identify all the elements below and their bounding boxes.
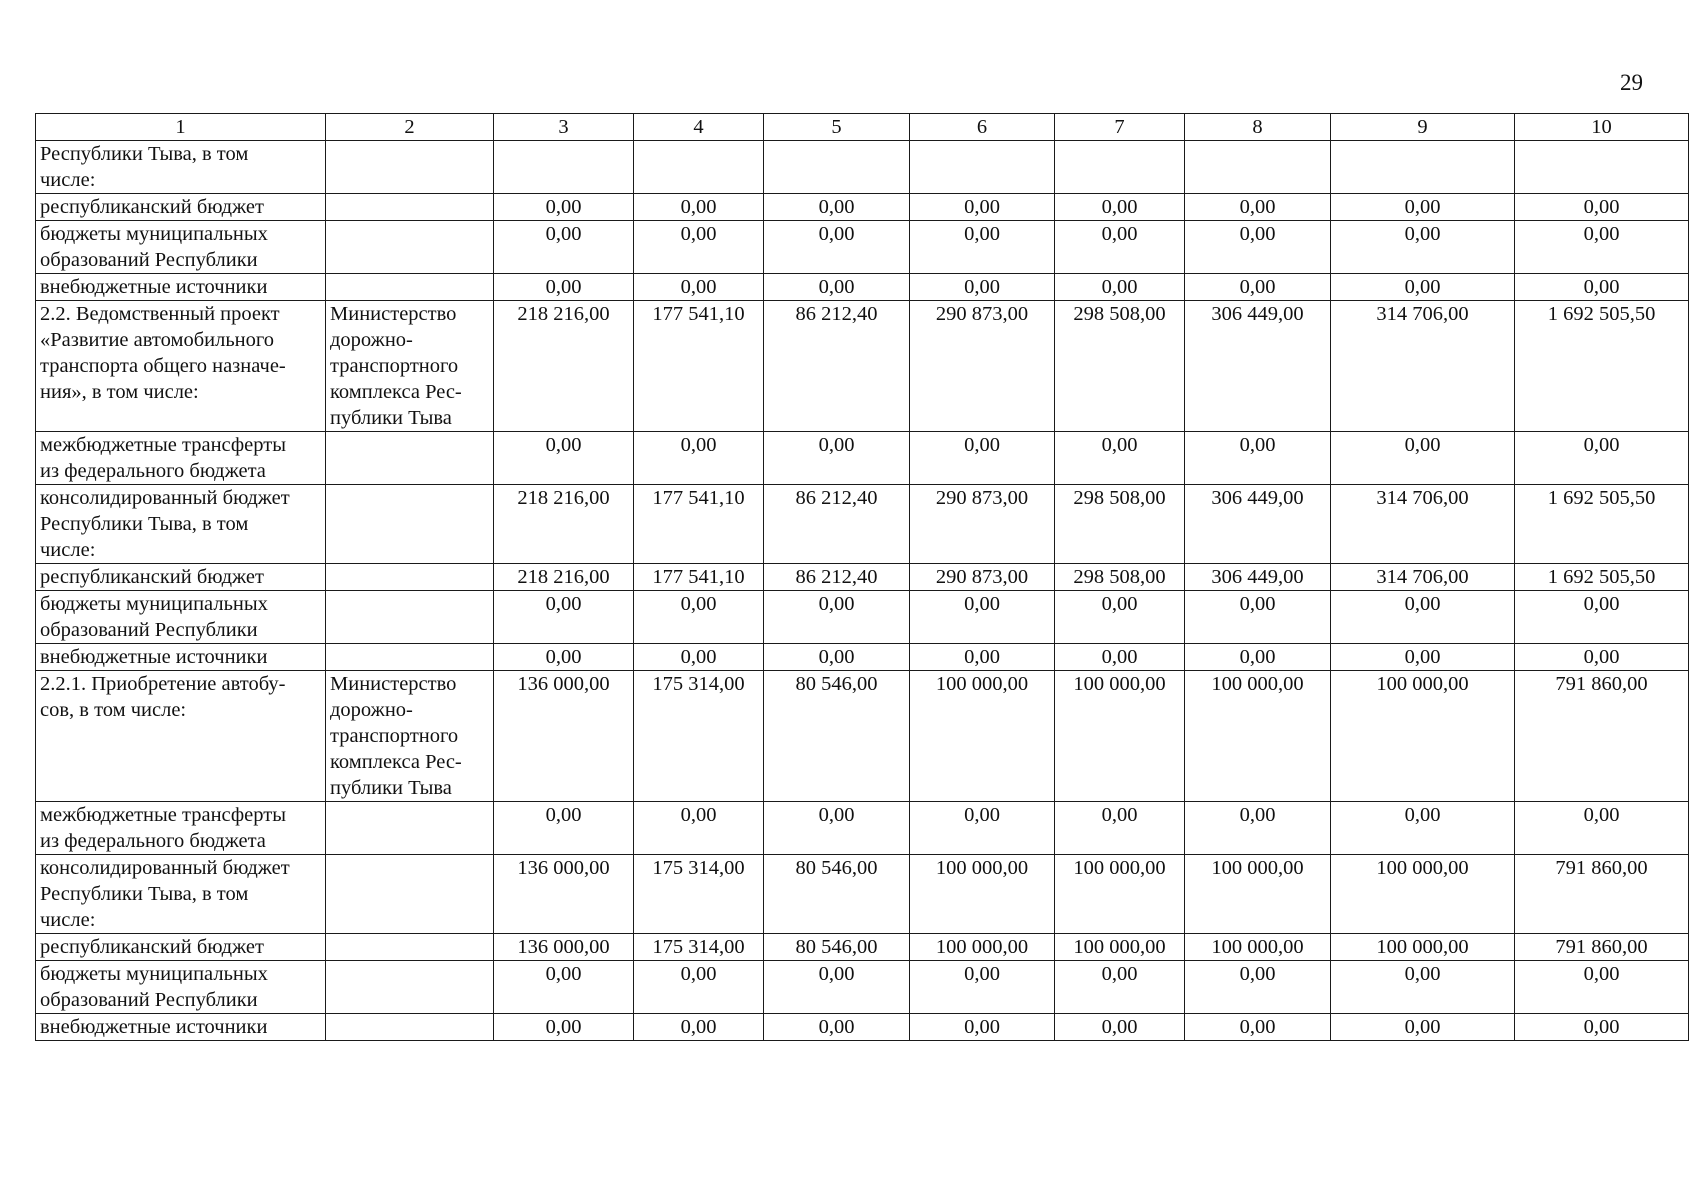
table-row (36, 301, 1689, 432)
value-cell-col-6: 0,00 (910, 802, 1055, 855)
value-cell-col-10 (1515, 141, 1689, 194)
value-cell-col-4: 0,00 (634, 961, 764, 1014)
value-cell-col-9: 0,00 (1331, 194, 1515, 221)
value-cell-col-4: 177 541,10 (634, 301, 764, 432)
responsible-cell: Министерство дорожно- транспортного комплекса Рес- публики Тыва (326, 301, 494, 432)
value-cell-col-9: 0,00 (1331, 1014, 1515, 1041)
value-cell-col-5: 0,00 (764, 274, 910, 301)
row-name-cell: внебюджетные источники (36, 644, 326, 671)
value-cell-col-8: 100 000,00 (1185, 671, 1331, 802)
value-cell-col-9: 100 000,00 (1331, 671, 1515, 802)
table-row (36, 802, 1689, 855)
value-cell-col-9 (1331, 141, 1515, 194)
table-row (36, 221, 1689, 274)
value-cell-col-3: 218 216,00 (494, 485, 634, 564)
table-body (36, 141, 1689, 1041)
value-cell-col-5: 80 546,00 (764, 855, 910, 934)
value-cell-col-3: 0,00 (494, 221, 634, 274)
value-cell-col-3: 0,00 (494, 194, 634, 221)
value-cell-col-5: 0,00 (764, 961, 910, 1014)
value-cell-col-8: 0,00 (1185, 1014, 1331, 1041)
row-name-cell: 2.2.1. Приобретение автобу- сов, в том числе: (36, 671, 326, 802)
value-cell-col-8: 100 000,00 (1185, 934, 1331, 961)
table-row (36, 194, 1689, 221)
value-cell-col-10: 0,00 (1515, 961, 1689, 1014)
row-name-cell: консолидированный бюджет Республики Тыва, в том числе: (36, 855, 326, 934)
value-cell-col-4: 0,00 (634, 591, 764, 644)
value-cell-col-6: 0,00 (910, 221, 1055, 274)
value-cell-col-7: 298 508,00 (1055, 485, 1185, 564)
value-cell-col-10: 791 860,00 (1515, 855, 1689, 934)
value-cell-col-5: 0,00 (764, 591, 910, 644)
value-cell-col-5: 86 212,40 (764, 485, 910, 564)
value-cell-col-5: 0,00 (764, 432, 910, 485)
value-cell-col-8: 306 449,00 (1185, 564, 1331, 591)
value-cell-col-7: 100 000,00 (1055, 855, 1185, 934)
value-cell-col-6: 0,00 (910, 1014, 1055, 1041)
column-header-2: 2 (326, 114, 494, 141)
value-cell-col-8: 0,00 (1185, 221, 1331, 274)
row-name-cell: бюджеты муниципальных образований Республики (36, 221, 326, 274)
value-cell-col-7 (1055, 141, 1185, 194)
value-cell-col-7: 0,00 (1055, 961, 1185, 1014)
row-name-cell: межбюджетные трансферты из федерального бюджета (36, 802, 326, 855)
value-cell-col-7: 0,00 (1055, 274, 1185, 301)
table-row (36, 934, 1689, 961)
column-header-8: 8 (1185, 114, 1331, 141)
value-cell-col-4: 177 541,10 (634, 485, 764, 564)
row-name-cell: внебюджетные источники (36, 274, 326, 301)
value-cell-col-5: 80 546,00 (764, 671, 910, 802)
row-name-cell: Республики Тыва, в том числе: (36, 141, 326, 194)
value-cell-col-8: 306 449,00 (1185, 485, 1331, 564)
value-cell-col-6: 0,00 (910, 194, 1055, 221)
value-cell-col-7: 298 508,00 (1055, 301, 1185, 432)
column-header-4: 4 (634, 114, 764, 141)
value-cell-col-7: 0,00 (1055, 1014, 1185, 1041)
table-row (36, 961, 1689, 1014)
page-number: 29 (1620, 70, 1643, 95)
value-cell-col-10: 1 692 505,50 (1515, 485, 1689, 564)
value-cell-col-5: 86 212,40 (764, 301, 910, 432)
value-cell-col-4: 175 314,00 (634, 855, 764, 934)
value-cell-col-3: 0,00 (494, 1014, 634, 1041)
value-cell-col-9: 100 000,00 (1331, 934, 1515, 961)
table-row (36, 1014, 1689, 1041)
value-cell-col-7: 0,00 (1055, 591, 1185, 644)
value-cell-col-4: 0,00 (634, 432, 764, 485)
value-cell-col-7: 0,00 (1055, 221, 1185, 274)
value-cell-col-4: 0,00 (634, 194, 764, 221)
responsible-cell (326, 802, 494, 855)
value-cell-col-6: 0,00 (910, 591, 1055, 644)
value-cell-col-4: 175 314,00 (634, 671, 764, 802)
value-cell-col-10: 0,00 (1515, 1014, 1689, 1041)
value-cell-col-5: 0,00 (764, 644, 910, 671)
responsible-cell (326, 1014, 494, 1041)
value-cell-col-3: 218 216,00 (494, 564, 634, 591)
value-cell-col-5: 86 212,40 (764, 564, 910, 591)
value-cell-col-4: 0,00 (634, 802, 764, 855)
value-cell-col-4: 0,00 (634, 274, 764, 301)
value-cell-col-5: 0,00 (764, 221, 910, 274)
value-cell-col-8: 0,00 (1185, 432, 1331, 485)
value-cell-col-9: 0,00 (1331, 274, 1515, 301)
value-cell-col-3: 136 000,00 (494, 671, 634, 802)
value-cell-col-9: 314 706,00 (1331, 301, 1515, 432)
value-cell-col-7: 0,00 (1055, 644, 1185, 671)
column-header-10: 10 (1515, 114, 1689, 141)
value-cell-col-10: 0,00 (1515, 194, 1689, 221)
value-cell-col-9: 0,00 (1331, 591, 1515, 644)
responsible-cell (326, 855, 494, 934)
value-cell-col-3: 0,00 (494, 961, 634, 1014)
value-cell-col-10: 1 692 505,50 (1515, 301, 1689, 432)
row-name-cell: межбюджетные трансферты из федерального бюджета (36, 432, 326, 485)
responsible-cell (326, 194, 494, 221)
responsible-cell: Министерство дорожно- транспортного комплекса Рес- публики Тыва (326, 671, 494, 802)
value-cell-col-6 (910, 141, 1055, 194)
value-cell-col-6: 100 000,00 (910, 934, 1055, 961)
value-cell-col-9: 0,00 (1331, 961, 1515, 1014)
row-name-cell: консолидированный бюджет Республики Тыва, в том числе: (36, 485, 326, 564)
value-cell-col-8 (1185, 141, 1331, 194)
responsible-cell (326, 432, 494, 485)
table-row (36, 644, 1689, 671)
responsible-cell (326, 274, 494, 301)
value-cell-col-3: 0,00 (494, 802, 634, 855)
column-header-7: 7 (1055, 114, 1185, 141)
value-cell-col-10: 791 860,00 (1515, 671, 1689, 802)
value-cell-col-4 (634, 141, 764, 194)
responsible-cell (326, 221, 494, 274)
value-cell-col-9: 100 000,00 (1331, 855, 1515, 934)
responsible-cell (326, 564, 494, 591)
responsible-cell (326, 644, 494, 671)
table-row (36, 855, 1689, 934)
value-cell-col-6: 100 000,00 (910, 855, 1055, 934)
value-cell-col-3: 136 000,00 (494, 934, 634, 961)
value-cell-col-9: 314 706,00 (1331, 485, 1515, 564)
value-cell-col-10: 1 692 505,50 (1515, 564, 1689, 591)
value-cell-col-8: 306 449,00 (1185, 301, 1331, 432)
value-cell-col-4: 0,00 (634, 221, 764, 274)
responsible-cell (326, 141, 494, 194)
value-cell-col-6: 290 873,00 (910, 301, 1055, 432)
table-row (36, 141, 1689, 194)
value-cell-col-5: 0,00 (764, 802, 910, 855)
value-cell-col-10: 0,00 (1515, 644, 1689, 671)
column-header-5: 5 (764, 114, 910, 141)
responsible-cell (326, 485, 494, 564)
value-cell-col-6: 290 873,00 (910, 564, 1055, 591)
value-cell-col-6: 0,00 (910, 961, 1055, 1014)
value-cell-col-7: 0,00 (1055, 194, 1185, 221)
value-cell-col-10: 0,00 (1515, 221, 1689, 274)
value-cell-col-6: 290 873,00 (910, 485, 1055, 564)
row-name-cell: 2.2. Ведомственный проект «Развитие автомобильного транспорта общего назначе- ния», в том числе: (36, 301, 326, 432)
value-cell-col-3: 0,00 (494, 644, 634, 671)
value-cell-col-8: 0,00 (1185, 961, 1331, 1014)
table-row (36, 564, 1689, 591)
value-cell-col-8: 0,00 (1185, 644, 1331, 671)
value-cell-col-5: 80 546,00 (764, 934, 910, 961)
value-cell-col-6: 0,00 (910, 644, 1055, 671)
value-cell-col-4: 177 541,10 (634, 564, 764, 591)
value-cell-col-5: 0,00 (764, 194, 910, 221)
value-cell-col-7: 298 508,00 (1055, 564, 1185, 591)
value-cell-col-10: 0,00 (1515, 591, 1689, 644)
value-cell-col-4: 0,00 (634, 644, 764, 671)
value-cell-col-10: 0,00 (1515, 802, 1689, 855)
value-cell-col-10: 791 860,00 (1515, 934, 1689, 961)
column-header-9: 9 (1331, 114, 1515, 141)
value-cell-col-3: 136 000,00 (494, 855, 634, 934)
value-cell-col-8: 0,00 (1185, 194, 1331, 221)
table-row (36, 485, 1689, 564)
value-cell-col-5 (764, 141, 910, 194)
responsible-cell (326, 934, 494, 961)
row-name-cell: республиканский бюджет (36, 564, 326, 591)
column-header-1: 1 (36, 114, 326, 141)
row-name-cell: республиканский бюджет (36, 934, 326, 961)
column-header-6: 6 (910, 114, 1055, 141)
value-cell-col-3: 0,00 (494, 432, 634, 485)
responsible-cell (326, 961, 494, 1014)
value-cell-col-7: 100 000,00 (1055, 934, 1185, 961)
value-cell-col-3: 0,00 (494, 274, 634, 301)
table-row (36, 274, 1689, 301)
row-name-cell: бюджеты муниципальных образований Республики (36, 961, 326, 1014)
value-cell-col-4: 175 314,00 (634, 934, 764, 961)
value-cell-col-9: 0,00 (1331, 802, 1515, 855)
table-row (36, 432, 1689, 485)
value-cell-col-3: 218 216,00 (494, 301, 634, 432)
budget-table (35, 113, 1689, 1041)
value-cell-col-9: 0,00 (1331, 644, 1515, 671)
value-cell-col-9: 0,00 (1331, 432, 1515, 485)
value-cell-col-8: 0,00 (1185, 591, 1331, 644)
table-row (36, 671, 1689, 802)
value-cell-col-6: 0,00 (910, 432, 1055, 485)
value-cell-col-10: 0,00 (1515, 432, 1689, 485)
value-cell-col-8: 100 000,00 (1185, 855, 1331, 934)
value-cell-col-5: 0,00 (764, 1014, 910, 1041)
row-name-cell: республиканский бюджет (36, 194, 326, 221)
value-cell-col-3: 0,00 (494, 591, 634, 644)
table-row (36, 591, 1689, 644)
column-header-3: 3 (494, 114, 634, 141)
row-name-cell: бюджеты муниципальных образований Республики (36, 591, 326, 644)
row-name-cell: внебюджетные источники (36, 1014, 326, 1041)
value-cell-col-4: 0,00 (634, 1014, 764, 1041)
value-cell-col-6: 0,00 (910, 274, 1055, 301)
value-cell-col-7: 0,00 (1055, 802, 1185, 855)
value-cell-col-9: 0,00 (1331, 221, 1515, 274)
value-cell-col-10: 0,00 (1515, 274, 1689, 301)
value-cell-col-6: 100 000,00 (910, 671, 1055, 802)
value-cell-col-7: 0,00 (1055, 432, 1185, 485)
responsible-cell (326, 591, 494, 644)
value-cell-col-8: 0,00 (1185, 274, 1331, 301)
value-cell-col-8: 0,00 (1185, 802, 1331, 855)
header-row (36, 114, 1689, 141)
value-cell-col-9: 314 706,00 (1331, 564, 1515, 591)
value-cell-col-7: 100 000,00 (1055, 671, 1185, 802)
value-cell-col-3 (494, 141, 634, 194)
